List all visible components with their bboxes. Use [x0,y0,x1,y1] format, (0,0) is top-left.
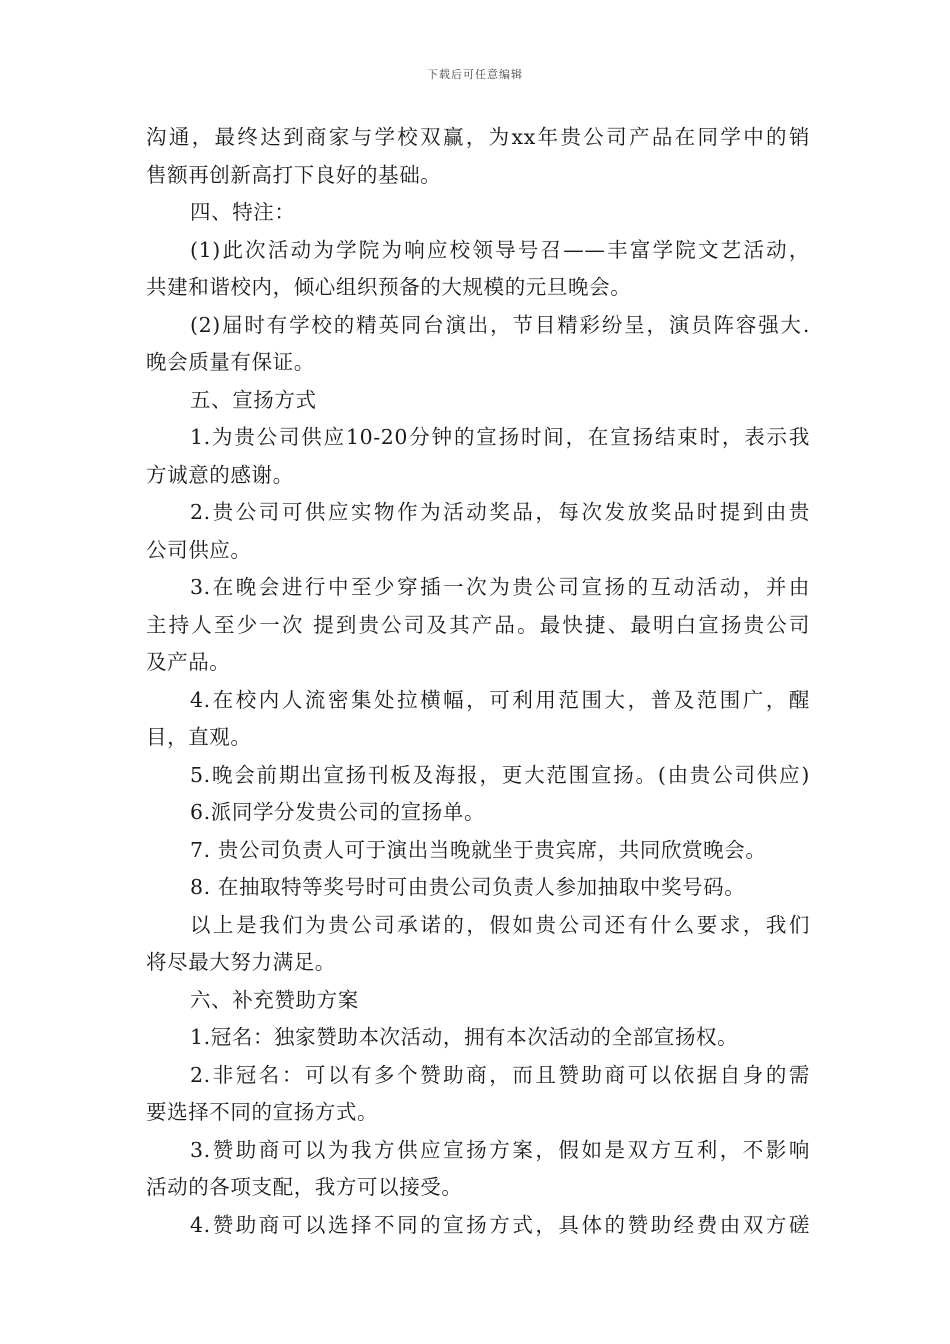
text-line: 1.为贵公司供应10-20分钟的宣扬时间，在宣扬结束时，表示我 [190,425,810,449]
text-line: 8. 在抽取特等奖号时可由贵公司负责人参加抽取中奖号码。 [190,875,746,899]
text-line: 沟通，最终达到商家与学校双赢，为xx年贵公司产品在同学中的销 [146,125,810,149]
text-line: 方诚意的感谢。 [146,462,294,487]
text-line: 将尽最大努力满足。 [146,950,336,974]
text-line: 主持人至少一次 提到贵公司及其产品。最快捷、最明白宣扬贵公司 [146,612,810,637]
text-line: 晚会质量有保证。 [146,350,315,374]
text-line: 五、宣扬方式 [190,387,317,412]
text-line: 及产品。 [146,650,231,674]
text-line: 2.非冠名：可以有多个赞助商，而且赞助商可以依据自身的需 [190,1062,810,1087]
text-line: (1)此次活动为学院为响应校领导号召——丰富学院文艺活动， [190,237,810,262]
text-line: 4.赞助商可以选择不同的宣扬方式，具体的赞助经费由双方磋 [190,1212,810,1237]
text-line: (2)届时有学校的精英同台演出，节目精彩纷呈，演员阵容强大. [190,312,810,337]
document-body [146,119,810,1244]
text-line: 活动的各项支配，我方可以接受。 [146,1175,463,1199]
text-line: 要选择不同的宣扬方式。 [146,1100,379,1124]
text-line: 3.在晚会进行中至少穿插一次为贵公司宣扬的互动活动，并由 [190,575,810,599]
text-line: 公司供应。 [146,537,252,562]
text-line: 4.在校内人流密集处拉横幅，可利用范围大，普及范围广，醒 [190,687,810,712]
text-line: 7. 贵公司负责人可于演出当晚就坐于贵宾席，共同欣赏晚会。 [190,837,767,862]
text-line: 2.贵公司可供应实物作为活动奖品，每次发放奖品时提到由贵 [190,500,810,524]
text-line: 共建和谐校内，倾心组织预备的大规模的元旦晚会。 [146,275,632,299]
text-line: 6.派同学分发贵公司的宣扬单。 [190,800,486,824]
text-line: 3.赞助商可以为我方供应宣扬方案，假如是双方互利，不影响 [190,1137,810,1162]
text-line: 售额再创新高打下良好的基础。 [146,162,442,187]
text-line: 1.冠名：独家赞助本次活动，拥有本次活动的全部宣扬权。 [190,1025,739,1049]
text-line: 以上是我们为贵公司承诺的，假如贵公司还有什么要求，我们 [190,912,810,937]
text-line: 目，直观。 [146,725,252,749]
text-line: 四、特注： [190,200,296,224]
page-header: 下载后可任意编辑 [427,68,523,81]
text-line: 5.晚会前期出宣扬刊板及海报，更大范围宣扬。(由贵公司供应) [190,762,810,787]
text-line: 六、补充赞助方案 [190,987,359,1012]
